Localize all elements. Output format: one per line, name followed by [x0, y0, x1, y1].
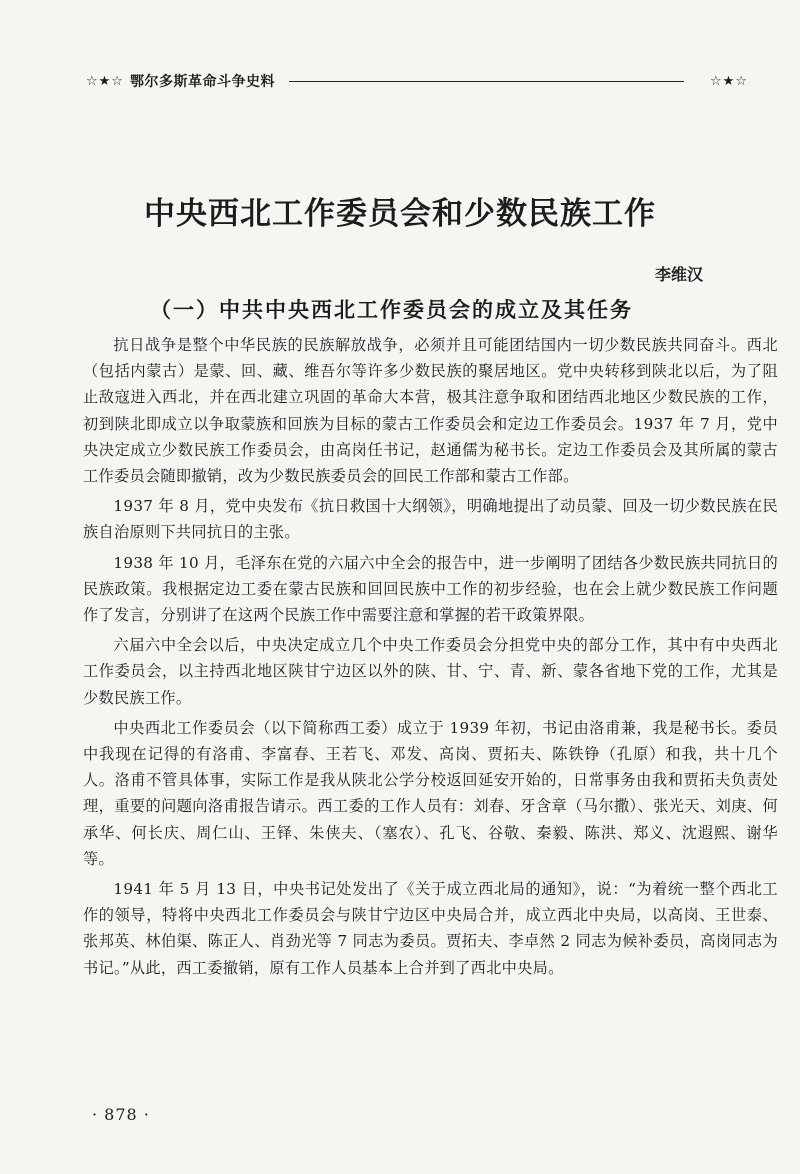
section-heading: （一）中共中央西北工作委员会的成立及其任务: [150, 298, 633, 322]
paragraph: 1937 年 8 月，党中央发布《抗日救国十大纲领》，明确地提出了动员蒙、回及一切少数民族在民族自治原则下共同抗日的主张。: [83, 497, 778, 542]
author-name: 李维汉: [654, 265, 703, 284]
paragraph: 1941 年 5 月 13 日，中央书记处发出了《关于成立西北局的通知》，说：“为着统一整个西北工作的领导，特将中央西北工作委员会与陕甘宁边区中央局合并，成立西北中央局，以高岗、王世泰、张邦英、林伯渠、陈正人、肖劲光等 7 同志为委员。贾拓夫、李卓然 2 同志为候补委员，高岗同志为书记。”从此，西工委撤销，原有工作人员基本上合并到了西北中央局。: [83, 880, 778, 977]
paragraph: 抗日战争是整个中华民族的民族解放战争，必须并且可能团结国内一切少数民族共同奋斗。西北（包括内蒙古）是蒙、回、藏、维吾尔等许多少数民族的聚居地区。党中央转移到陕北以后，为了阻止敌寇进入西北，并在西北建立巩固的革命大本营，极其注意争取和团结西北地区少数民族的工作，初到陕北即成立以争取蒙族和回族为目标的蒙古工作委员会和定边工作委员会。1937 年 7 月，党中央决定成立少数民族工作委员会，由高岗任书记，赵通儒为秘书长。定边工作委员会及其所属的蒙古工作委员会随即撤销，改为少数民族委员会的回民工作部和蒙古工作部。: [83, 336, 778, 486]
paragraph: 中央西北工作委员会（以下简称西工委）成立于 1939 年初，书记由洛甫兼，我是秘书长。委员中我现在记得的有洛甫、李富春、王若飞、邓发、高岗、贾拓夫、陈铁铮（孔原）和我，共十几个人。洛甫不管具体事，实际工作是我从陕北公学分校返回延安开始的，日常事务由我和贾拓夫负责处理，重要的问题向洛甫报告请示。西工委的工作人员有：刘春、牙含章（马尔撒）、张光天、刘庚、何承华、何长庆、周仁山、王铎、朱侠夫、（塞农）、孔飞、谷敬、秦毅、陈洪、郑义、沈遐熙、谢华等。: [83, 718, 778, 868]
article-title: 中央西北工作委员会和少数民族工作: [144, 196, 656, 232]
running-header: [86, 70, 748, 92]
page-number: · 878 ·: [92, 1105, 150, 1124]
header-stars-left: ☆★☆: [86, 73, 124, 89]
paragraph: 1938 年 10 月，毛泽东在党的六届六中全会的报告中，进一步阐明了团结各少数民族共同抗日的民族政策。我根据定边工委在蒙古民族和回回民族中工作的初步经验，也在会上就少数民族工作问题作了发言，分别讲了在这两个民族工作中需要注意和掌握的若干政策界限。: [83, 553, 778, 625]
header-stars-right: ☆★☆: [710, 73, 748, 89]
header-rule: [289, 81, 684, 82]
paragraph: 六届六中全会以后，中央决定成立几个中央工作委员会分担党中央的部分工作，其中有中央西北工作委员会，以主持西北地区陕甘宁边区以外的陕、甘、宁、青、新、蒙各省地下党的工作，尤其是少数民族工作。: [83, 636, 778, 707]
article-body: [83, 332, 778, 985]
header-title: 鄂尔多斯革命斗争史料: [129, 74, 275, 90]
